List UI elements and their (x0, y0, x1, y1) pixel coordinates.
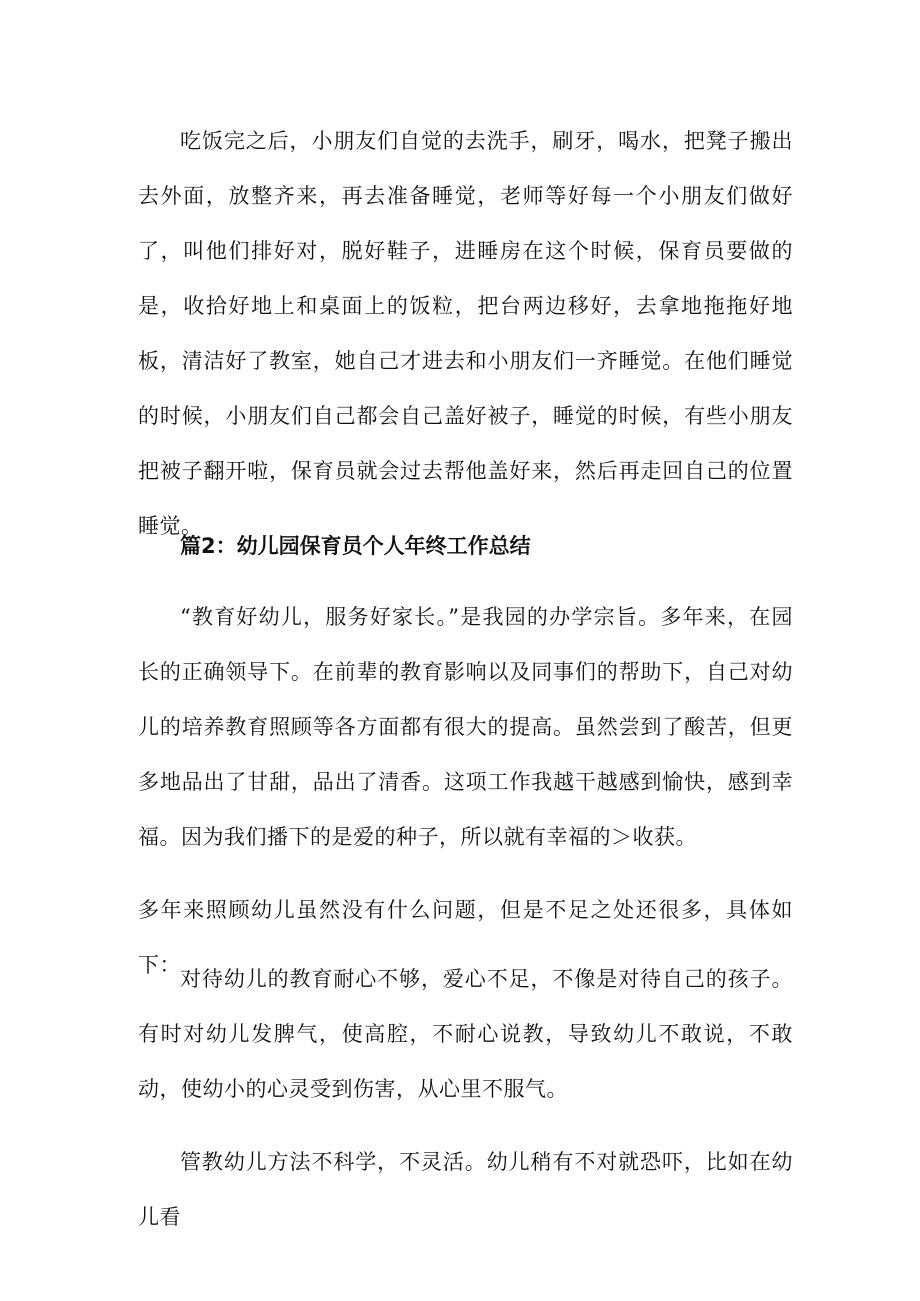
paragraph-nap-routine: 吃饭完之后，小朋友们自觉的去洗手，刷牙，喝水，把凳子搬出去外面，放整齐来，再去准备睡觉，老师等好每一个小朋友们做好了，叫他们排好对，脱好鞋子，进睡房在这个时候，保育员要做的是，收拾好地上和桌面上的饭粒，把台两边移好，去拿地拖拖好地板，清洁好了教室，她自己才进去和小朋友们一齐睡觉。在他们睡觉的时候，小朋友们自己都会自己盖好被子，睡觉的时候，有些小朋友把被子翻开啦，保育员就会过去帮他盖好来，然后再走回自己的位置睡觉。 (138, 129, 793, 538)
paragraph-patience: 对待幼儿的教育耐心不够，爱心不足，不像是对待自己的孩子。有时对幼儿发脾气，使高腔，不耐心说教，导致幼儿不敢说，不敢动，使幼小的心灵受到伤害，从心里不服气。 (138, 967, 793, 1101)
paragraph-school-motto: “教育好幼儿，服务好家长。”是我园的办学宗旨。多年来，在园长的正确领导下。在前辈的教育影响以及同事们的帮助下，自己对幼儿的培养教育照顾等各方面都有很大的提高。虽然尝到了酸苦，但更多地品出了甘甜，品出了清香。这项工作我越干越感到愉快，感到幸福。因为我们播下的是爱的种子，所以就有幸福的＞收获。 (138, 605, 793, 849)
paragraph-methods: 管教幼儿方法不科学，不灵活。幼儿稍有不对就恐吓，比如在幼儿看 (138, 1150, 793, 1229)
section-heading: 篇2：幼儿园保育员个人年终工作总结 (180, 534, 531, 558)
paragraph-shortcomings-intro: 多年来照顾幼儿虽然没有什么问题，但是不足之处还很多，具体如下： (138, 898, 793, 977)
